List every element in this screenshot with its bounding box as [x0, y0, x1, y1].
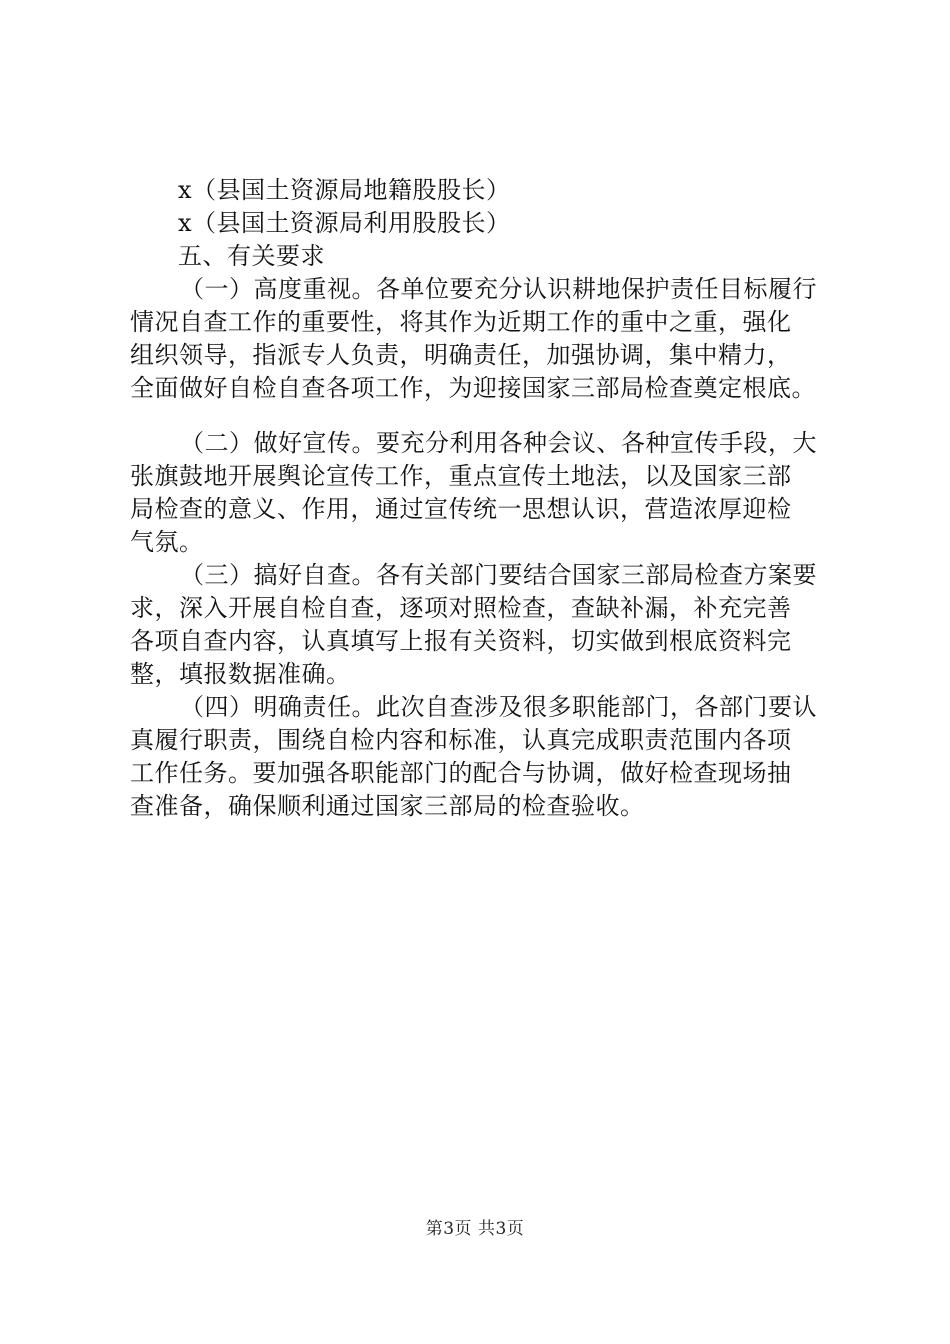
text-line: 各项自查内容，认真填写上报有关资料，切实做到根底资料完 [130, 627, 792, 655]
text-line: 查准备，确保顺利通过国家三部局的检查验收。 [130, 792, 645, 820]
text-line: （三）搞好自查。各有关部门要结合国家三部局检查方案要 [180, 561, 817, 589]
text-line: 组织领导，指派专人负责，明确责任，加强协调，集中精力， [130, 341, 792, 369]
paragraph-gap [130, 405, 852, 427]
text-line: （一）高度重视。各单位要充分认识耕地保护责任目标履行 [180, 275, 817, 303]
paragraph-2 [130, 427, 852, 559]
text-line: 张旗鼓地开展舆论宣传工作，重点宣传土地法，以及国家三部 [130, 462, 792, 490]
text-line: （四）明确责任。此次自查涉及很多职能部门，各部门要认 [180, 693, 817, 721]
text-line: 情况自查工作的重要性，将其作为近期工作的重中之重，强化 [130, 308, 792, 336]
text-line: 全面做好自检自查各项工作，为迎接国家三部局检查奠定根底。 [130, 374, 816, 402]
text-line: x（县国土资源局利用股股长） [178, 209, 511, 237]
text-line: （二）做好宣传。要充分利用各种会议、各种宣传手段，大 [180, 429, 817, 457]
text-line: 求，深入开展自检自查，逐项对照检查，查缺补漏，补充完善 [130, 594, 792, 622]
paragraph-1 [130, 273, 852, 405]
text-line: 整，填报数据准确。 [130, 660, 351, 688]
section-heading: 五、有关要求 [178, 242, 325, 270]
text-line: 局检查的意义、作用，通过宣传统一思想认识，营造浓厚迎检 [130, 495, 792, 523]
text-line: 气氛。 [130, 528, 204, 556]
text-line: 工作任务。要加强各职能部门的配合与协调，做好检查现场抽 [130, 759, 792, 787]
document-body [130, 174, 852, 823]
text-line: 真履行职责，围绕自检内容和标准，认真完成职责范围内各项 [130, 726, 792, 754]
paragraph-4 [130, 691, 852, 823]
paragraph-3 [130, 559, 852, 691]
page-number-footer: 第3页 共3页 [425, 1219, 525, 1239]
text-line: x（县国土资源局地籍股股长） [178, 176, 511, 204]
